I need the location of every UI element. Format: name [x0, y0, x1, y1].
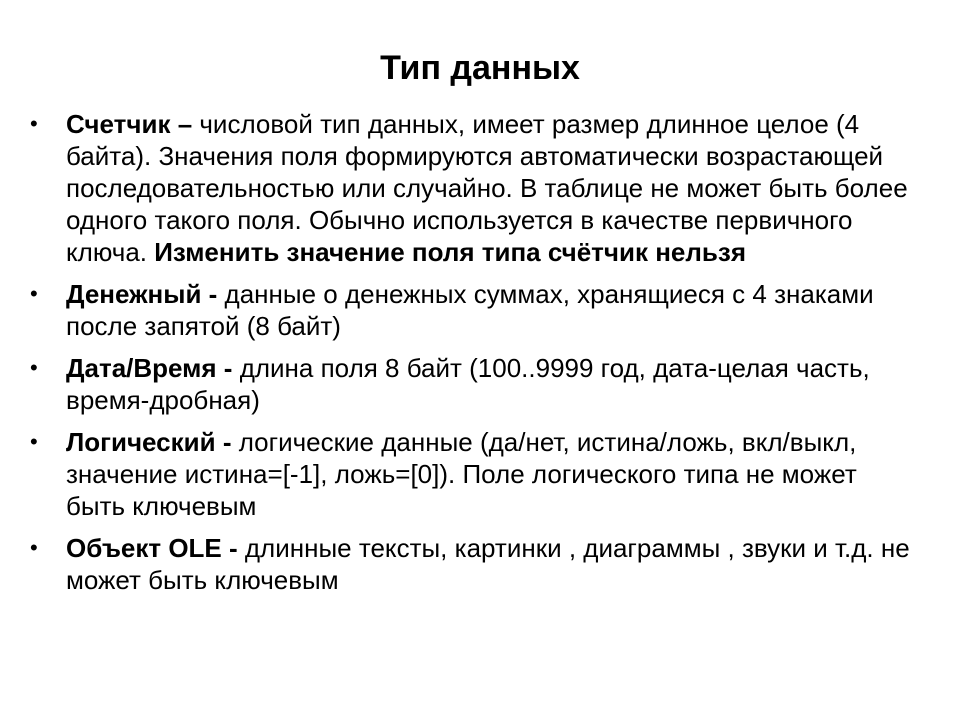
bullet-term: Дата/Время - [66, 353, 233, 383]
bullet-text: данные о денежных суммах, хранящиеся с 4 знаками после запятой (8 байт) [66, 279, 874, 341]
bullet-text: числовой тип данных, имеет размер длинное целое (4 байта). Значения поля формируются автоматически возрастающей последовательностью или случайно. В таблице не может быть более одного такого поля. Обычно используется в качестве первичного ключа. [66, 109, 908, 267]
bullet-item-logical [30, 426, 920, 522]
bullet-term: Логический - [66, 427, 232, 457]
slide-title: Тип данных [380, 49, 580, 87]
bullet-text: длина поля 8 байт (100..9999 год, дата-целая часть, время-дробная) [66, 353, 870, 415]
bullet-item-currency [30, 278, 920, 342]
bullet-item-ole-object [30, 532, 920, 596]
bullet-dot-icon: • [30, 429, 38, 454]
bullet-term: Объект OLE - [66, 533, 238, 563]
bullet-text: логические данные (да/нет, истина/ложь, вкл/выкл, значение истина=[-1], ложь=[0]). Поле логического типа не может быть ключевым [66, 427, 857, 521]
bullet-emphasis: Изменить значение поля типа счётчик нельзя [154, 237, 746, 267]
bullet-term: Денежный - [66, 279, 218, 309]
bullet-list [30, 108, 920, 606]
bullet-dot-icon: • [30, 111, 38, 136]
bullet-text: длинные тексты, картинки , диаграммы , звуки и т.д. не может быть ключевым [66, 533, 910, 595]
bullet-term: Счетчик – [66, 109, 193, 139]
bullet-item-datetime [30, 352, 920, 416]
bullet-dot-icon: • [30, 281, 38, 306]
bullet-item-counter [30, 108, 920, 268]
bullet-dot-icon: • [30, 355, 38, 380]
bullet-dot-icon: • [30, 535, 38, 560]
